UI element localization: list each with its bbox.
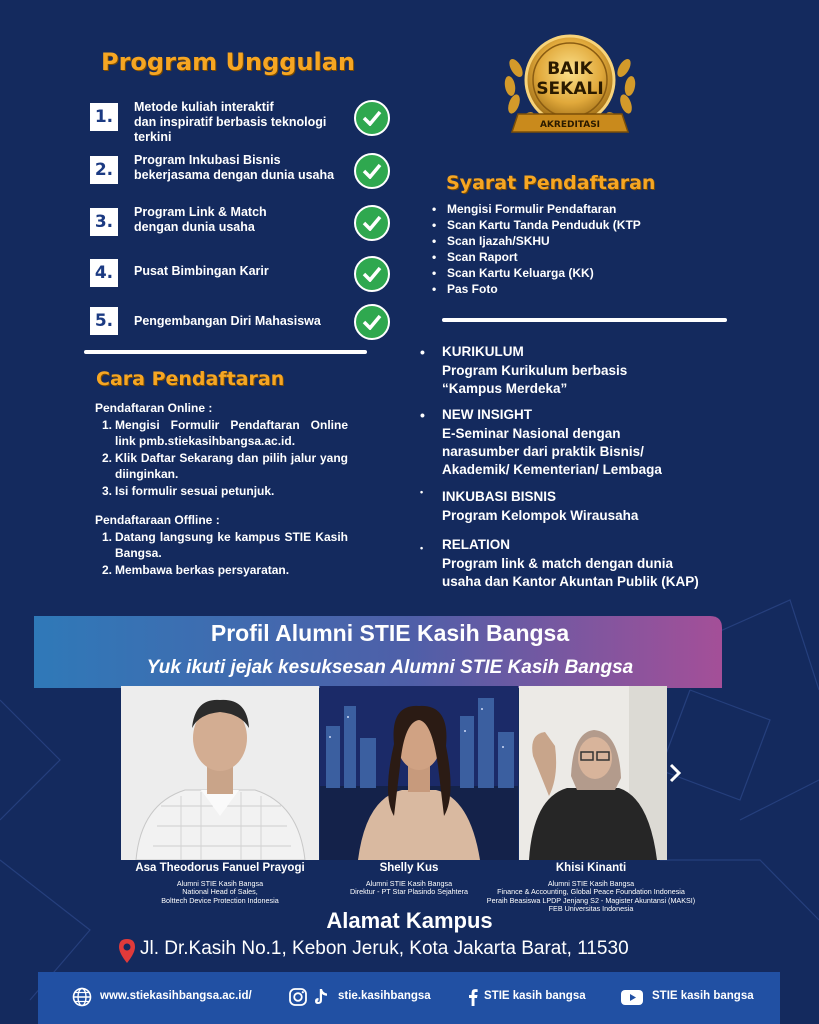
alumni-desc: Alumni STIE Kasih Bangsa Direktur - PT Star Plasindo Sejahtera — [349, 879, 469, 897]
badge-line1: BAIK — [547, 59, 593, 79]
website-link[interactable]: www.stiekasihbangsa.ac.id/ — [100, 990, 252, 1002]
check-circle-icon — [354, 100, 390, 136]
instagram-icon[interactable] — [287, 986, 309, 1008]
program-text: Program Inkubasi Bisnis bekerjasama dengan dunia usaha — [134, 153, 335, 182]
list-item: • Scan Raport — [430, 249, 690, 265]
chevron-right-icon[interactable] — [668, 762, 682, 784]
program-number: 4. — [90, 259, 118, 287]
tiktok-icon[interactable] — [310, 986, 332, 1008]
list-item: • Scan Ijazah/SKHU — [430, 233, 690, 249]
alumni-subtitle: Yuk ikuti jejak kesuksesan Alumni STIE Kasih Bangsa — [146, 657, 634, 678]
facebook-link[interactable]: STIE kasih bangsa — [484, 990, 586, 1002]
cara-online-head: Pendaftaran Online : — [95, 401, 213, 415]
program-text: Pengembangan Diri Mahasiswa — [134, 314, 321, 328]
info-body: Program link & match dengan dunia usaha dan Kantor Akuntan Publik (KAP) — [442, 556, 699, 589]
program-text: Pusat Bimbingan Karir — [134, 264, 269, 278]
info-body: Program Kurikulum berbasis “Kampus Merdeka” — [442, 363, 628, 396]
program-text: Program Link & Match dengan dunia usaha — [134, 205, 267, 234]
youtube-icon[interactable] — [619, 986, 645, 1008]
facebook-icon[interactable] — [462, 986, 484, 1008]
cara-offline — [95, 513, 348, 579]
program-unggulan-title: Program Unggulan — [101, 48, 356, 76]
alumni-photo — [519, 686, 667, 860]
youtube-link[interactable]: STIE kasih bangsa — [652, 990, 754, 1002]
list-item: • Mengisi Formulir Pendaftaran — [430, 201, 690, 217]
alamat-title: Alamat Kampus — [326, 908, 493, 933]
social-handle[interactable]: stie.kasihbangsa — [338, 990, 431, 1002]
globe-icon — [71, 986, 93, 1008]
list-item: 3. Isi formulir sesuai petunjuk. — [102, 484, 275, 498]
alamat-line: Jl. Dr.Kasih No.1, Kebon Jeruk, Kota Jakarta Barat, 11530 — [140, 938, 629, 959]
syarat-list — [430, 201, 690, 297]
list-item: 2. Klik Daftar Sekarang dan pilih jalur yang diinginkan. — [102, 451, 348, 481]
info-body: Program Kelompok Wirausaha — [442, 508, 639, 523]
program-number: 5. — [90, 307, 118, 335]
cara-title: Cara Pendaftaran — [96, 368, 285, 390]
check-circle-icon — [354, 304, 390, 340]
list-item: 1. Datang langsung ke kampus STIE Kasih Bangsa. — [102, 530, 348, 560]
program-item — [90, 153, 390, 187]
list-item: • Scan Kartu Keluarga (KK) — [430, 265, 690, 281]
cara-online — [95, 401, 348, 500]
info-head: INKUBASI BISNIS — [442, 489, 557, 504]
info-head: NEW INSIGHT — [442, 407, 532, 422]
list-item: 1. Mengisi Formulir Pendaftaran Online link pmb.stiekasihbangsa.ac.id. — [102, 418, 348, 448]
location-pin-icon — [118, 938, 136, 964]
check-circle-icon — [354, 153, 390, 189]
info-head: RELATION — [442, 537, 510, 552]
program-item — [90, 100, 390, 144]
alumni-name: Shelly Kus — [379, 862, 439, 874]
check-circle-icon — [354, 205, 390, 241]
alumni-photo — [320, 686, 518, 860]
syarat-title: Syarat Pendaftaran — [446, 172, 656, 194]
check-circle-icon — [354, 256, 390, 292]
cara-offline-list — [102, 529, 348, 578]
divider-left — [84, 350, 367, 354]
list-item: • Pas Foto — [430, 281, 690, 297]
info-head: KURIKULUM — [442, 344, 524, 359]
program-number: 1. — [90, 103, 118, 131]
program-item — [90, 256, 390, 290]
program-item — [90, 205, 390, 239]
alumni-desc: Alumni STIE Kasih Bangsa National Head of Sales, Bolttech Device Protection Indonesia — [161, 879, 279, 905]
list-item: • Scan Kartu Tanda Penduduk (KTP — [430, 217, 690, 233]
alumni-name: Asa Theodorus Fanuel Prayogi — [135, 862, 305, 874]
info-body: E-Seminar Nasional dengan narasumber dari praktik Bisnis/ Akademik/ Kementerian/ Lembaga — [442, 426, 662, 477]
accreditation-badge — [500, 28, 640, 146]
alumni-title: Profil Alumni STIE Kasih Bangsa — [210, 620, 570, 646]
program-number: 3. — [90, 208, 118, 236]
list-item: 2. Membawa berkas persyaratan. — [102, 563, 290, 577]
alumni-desc: Alumni STIE Kasih Bangsa Finance & Accounting, Global Peace Foundation Indonesia Peraih Beasiswa LPDP Jenjang S2 - Magister Akuntansi (MAKSI) FEB Universitas Indonesia — [486, 879, 696, 914]
cara-offline-head: Pendaftaraan Offline : — [95, 513, 220, 527]
alumni-photo — [121, 686, 319, 860]
alumni-name: Khisi Kinanti — [555, 862, 627, 874]
program-text: Metode kuliah interaktif dan inspiratif berbasis teknologi terkini — [134, 100, 327, 144]
program-item — [90, 304, 390, 338]
program-number: 2. — [90, 156, 118, 184]
divider-right — [442, 318, 727, 322]
badge-line2: SEKALI — [536, 79, 604, 99]
cara-online-list — [102, 417, 348, 499]
badge-ribbon: AKREDITASI — [539, 120, 601, 130]
